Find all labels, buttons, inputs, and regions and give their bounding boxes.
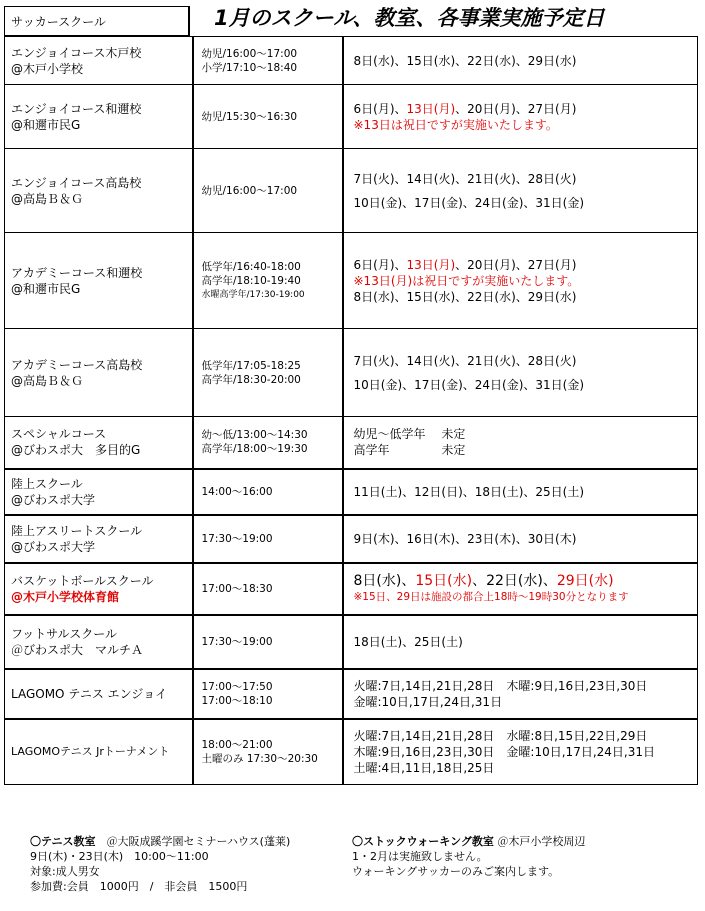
course-venue: @びわスポ大学	[11, 492, 96, 507]
course-time: 幼児/15:30～16:30	[201, 110, 298, 123]
course-venue: @和邇市民G	[11, 117, 81, 132]
table-row	[5, 515, 698, 563]
course-dates: 高学年 未定	[353, 443, 466, 458]
table-row	[5, 417, 698, 469]
course-time: 水曜高学年/17:30-19:00	[201, 289, 305, 300]
course-venue: @びわスポ大 多目的G	[11, 443, 141, 458]
course-name: LAGOMO テニス エンジョイ	[11, 686, 168, 701]
walking-class-line: 1・2月は実施致しません。	[352, 850, 488, 863]
course-time: 17:30～19:00	[201, 635, 273, 648]
course-time: 幼～低/13:00～14:30	[201, 429, 308, 442]
course-name: エンジョイコース木戸校	[11, 45, 142, 60]
schedule-table	[4, 36, 698, 785]
course-dates: 10日(金)、17日(金)、24日(金)、31日(金)	[353, 195, 585, 210]
course-time: 高学年/18:10-19:40	[201, 274, 301, 287]
course-note: ※13日は祝日ですが実施いたします。	[353, 117, 558, 132]
table-row	[5, 469, 698, 515]
course-dates: 6日(月)、13日(月)、20日(月)、27日(月)	[353, 257, 577, 272]
course-time: 18:00～21:00	[201, 738, 273, 751]
course-dates: 火曜:7日,14日,21日,28日 水曜:8日,15日,22日,29日	[353, 728, 648, 743]
course-note: ※13日(月)は祝日ですが実施いたします。	[353, 273, 580, 288]
page-title: 1月のスクール、教室、各事業実施予定日	[214, 6, 605, 30]
course-time: 17:00～18:30	[201, 582, 273, 595]
course-dates: 土曜:4日,11日,18日,25日	[353, 760, 495, 775]
course-dates: 8日(水)、15日(水)、22日(水)、29日(水)	[353, 53, 577, 68]
walking-class-line: ウォーキングサッカーのみご案内します。	[352, 865, 560, 878]
course-dates: 幼児～低学年 未定	[353, 427, 466, 442]
course-dates: 7日(火)、14日(火)、21日(火)、28日(火)	[353, 353, 577, 368]
course-time: 幼児/16:00～17:00	[201, 184, 298, 197]
table-row	[5, 233, 698, 329]
course-venue: @高島Ｂ＆Ｇ	[11, 373, 84, 388]
course-name: 陸上スクール	[11, 476, 83, 491]
course-time: 低学年/16:40-18:00	[201, 260, 301, 273]
course-time: 幼児/16:00～17:00	[201, 47, 298, 60]
table-row	[5, 329, 698, 417]
course-time: 17:30～19:00	[201, 532, 273, 545]
tennis-class-line: 参加費:会員 1000円 / 非会員 1500円	[30, 880, 248, 893]
course-venue: @木戸小学校体育館	[11, 589, 120, 604]
course-time: 低学年/17:05-18:25	[201, 359, 301, 372]
course-name: フットサルスクール	[11, 626, 117, 641]
tennis-class-venue: ＠大阪成蹊学園セミナーハウス(蓬莱)	[95, 835, 291, 848]
walking-class-heading: 〇ストックウォーキング教室	[352, 835, 494, 848]
course-time: 高学年/18:30-20:00	[201, 373, 301, 386]
table-row	[5, 37, 698, 85]
course-dates: 7日(火)、14日(火)、21日(火)、28日(火)	[353, 171, 577, 186]
table-row	[5, 149, 698, 233]
tennis-class-line: 9日(木)・23日(木) 10:00～11:00	[30, 850, 209, 863]
course-dates: 木曜:9日,16日,23日,30日 金曜:10日,17日,24日,31日	[353, 744, 655, 759]
course-time: 17:00～18:10	[201, 694, 273, 707]
course-venue: @びわスポ大学	[11, 539, 96, 554]
course-venue: @和邇市民G	[11, 281, 81, 296]
table-row	[5, 719, 698, 785]
course-time: 小学/17:10～18:40	[201, 61, 298, 74]
course-name: 陸上アスリートスクール	[11, 523, 143, 538]
course-dates: 6日(月)、13日(月)、20日(月)、27日(月)	[353, 101, 577, 116]
tennis-class-heading: 〇テニス教室	[30, 835, 96, 848]
course-name: アカデミーコース高島校	[11, 357, 143, 372]
course-name: エンジョイコース和邇校	[11, 101, 142, 116]
stock-walking-info	[352, 834, 585, 879]
course-name: アカデミーコース和邇校	[11, 265, 143, 280]
course-venue: @木戸小学校	[11, 61, 84, 76]
course-dates: 10日(金)、17日(金)、24日(金)、31日(金)	[353, 377, 585, 392]
course-dates: 8日(水)、15日(水)、22日(水)、29日(水)	[353, 289, 577, 304]
walking-class-venue: ＠木戸小学校周辺	[493, 835, 586, 848]
header-label: サッカースクール	[4, 6, 190, 36]
course-time: 17:00～17:50	[201, 680, 273, 693]
course-dates: 8日(水)、15日(水)、22日(水)、29日(水)	[353, 572, 614, 589]
course-venue: @高島Ｂ＆Ｇ	[11, 191, 84, 206]
tennis-class-line: 対象:成人男女	[30, 865, 100, 878]
course-note: ※15日、29日は施設の都合上18時～19時30分となります	[353, 590, 629, 603]
course-name: エンジョイコース高島校	[11, 175, 142, 190]
table-row	[5, 669, 698, 719]
course-dates: 18日(土)、25日(土)	[353, 634, 463, 649]
course-time: 14:00～16:00	[201, 485, 273, 498]
course-time: 土曜のみ 17:30～20:30	[201, 752, 318, 765]
course-name: LAGOMOテニス Jrトーナメント	[11, 744, 170, 758]
tennis-class-info	[30, 834, 290, 894]
course-venue: ＠びわスポ大 マルチＡ	[11, 642, 144, 657]
course-name: スペシャルコース	[11, 427, 107, 442]
course-dates: 火曜:7日,14日,21日,28日 木曜:9日,16日,23日,30日	[353, 678, 648, 693]
table-row	[5, 85, 698, 149]
course-name: バスケットボールスクール	[11, 573, 154, 588]
course-dates: 11日(土)、12日(日)、18日(土)、25日(土)	[353, 484, 585, 499]
course-dates: 金曜:10日,17日,24日,31日	[353, 694, 503, 709]
course-dates: 9日(木)、16日(木)、23日(木)、30日(木)	[353, 531, 577, 546]
table-row	[5, 563, 698, 615]
table-row	[5, 615, 698, 669]
course-time: 高学年/18:00～19:30	[201, 443, 308, 456]
